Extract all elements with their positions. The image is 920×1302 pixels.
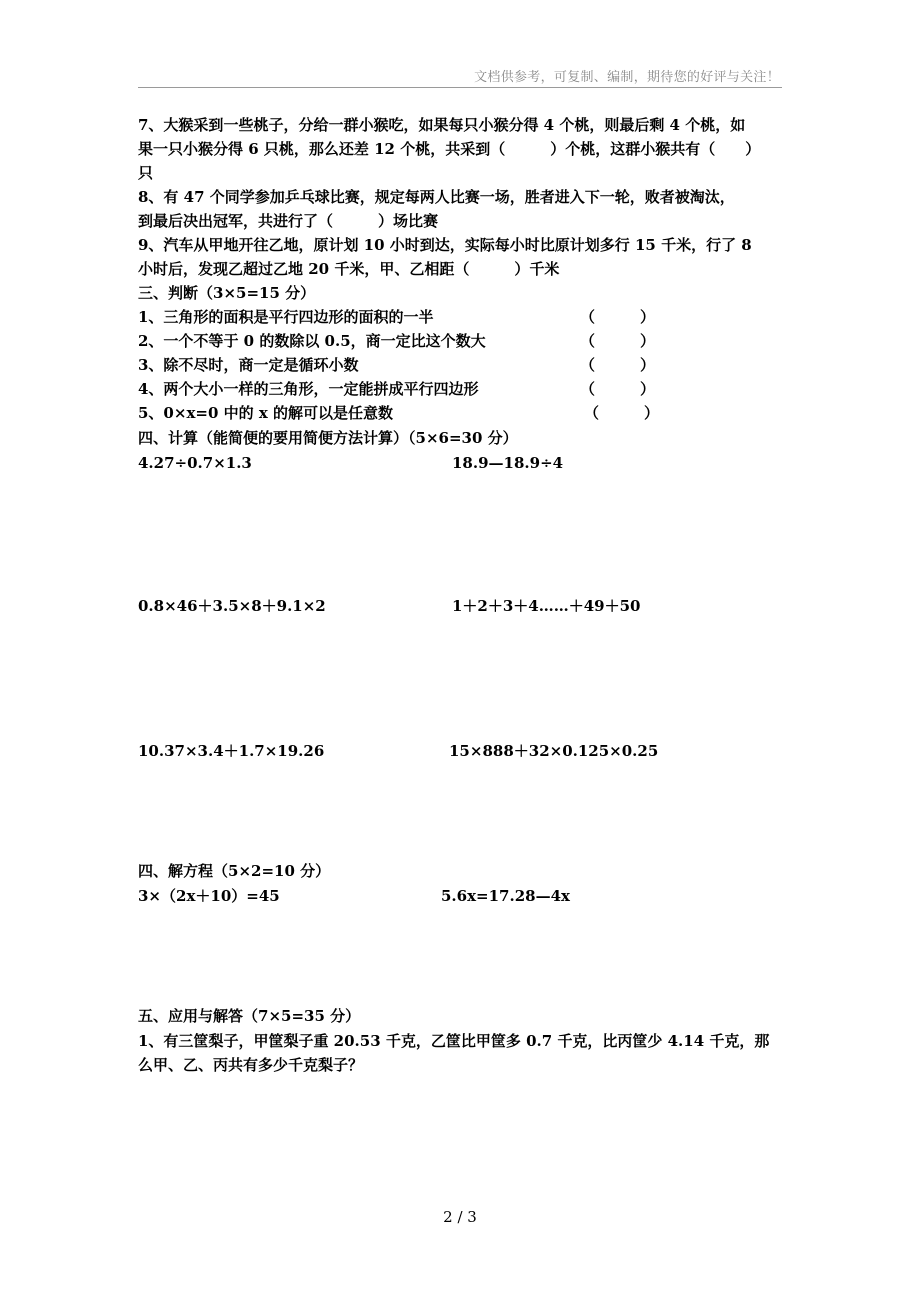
judge-answer-paren-3: （ ） [580, 356, 656, 374]
header-note: 文档供参考，可复制、编制，期待您的好评与关注！ [474, 70, 780, 85]
judge-section-title: 三、判断（3×5=15 分） [138, 284, 316, 302]
question-7-line-2: 果一只小猴分得 6 只桃，那么还差 12 个桃，共采到（ ）个桃，这群小猴共有（ ） [138, 140, 761, 158]
calc-problem-3: 0.8×46＋3.5×8＋9.1×2 [138, 597, 326, 615]
judge-item-4: 4、两个大小一样的三角形，一定能拼成平行四边形 [138, 380, 479, 398]
equation-section-title: 四、解方程（5×2=10 分） [138, 862, 331, 880]
judge-answer-paren-1: （ ） [580, 308, 656, 326]
judge-item-3: 3、除不尽时，商一定是循环小数 [138, 356, 359, 374]
question-8-line-2: 到最后决出冠军，共进行了（ ）场比赛 [138, 212, 439, 230]
calc-problem-4: 1＋2＋3＋4……＋49＋50 [452, 597, 641, 615]
judge-item-1: 1、三角形的面积是平行四边形的面积的一半 [138, 308, 434, 326]
calc-problem-5: 10.37×3.4＋1.7×19.26 [138, 742, 325, 760]
apply-question-1-line-1: 1、有三筐梨子，甲筐梨子重 20.53 千克，乙筐比甲筐多 0.7 千克，比丙筐少 4.14 千克，那 [138, 1032, 770, 1050]
calc-section-title: 四、计算（能简便的要用简便方法计算）（5×6=30 分） [138, 429, 518, 447]
question-7-line-3: 只 [138, 164, 154, 182]
question-9-line-1: 9、汽车从甲地开往乙地，原计划 10 小时到达，实际每小时比原计划多行 15 千米，行了 8 [138, 236, 752, 254]
question-9-line-2: 小时后，发现乙超过乙地 20 千米，甲、乙相距（ ）千米 [138, 260, 560, 278]
apply-section-title: 五、应用与解答（7×5=35 分） [138, 1007, 361, 1025]
calc-problem-2: 18.9—18.9÷4 [452, 454, 564, 472]
calc-problem-6: 15×888＋32×0.125×0.25 [449, 742, 659, 760]
calc-problem-1: 4.27÷0.7×1.3 [138, 454, 252, 472]
judge-item-2: 2、一个不等于 0 的数除以 0.5，商一定比这个数大 [138, 332, 486, 350]
page-number: 2 / 3 [443, 1208, 477, 1226]
judge-answer-paren-5: （ ） [584, 404, 660, 422]
question-8-line-1: 8、有 47 个同学参加乒乓球比赛，规定每两人比赛一场，胜者进入下一轮，败者被淘汰， [138, 188, 735, 206]
question-7-line-1: 7、大猴采到一些桃子，分给一群小猴吃，如果每只小猴分得 4 个桃，则最后剩 4 个桃，如 [138, 116, 746, 134]
judge-item-5: 5、0×x=0 中的 x 的解可以是任意数 [138, 404, 394, 422]
judge-answer-paren-4: （ ） [580, 380, 656, 398]
page-header [0, 0, 920, 88]
apply-question-1-line-2: 么甲、乙、丙共有多少千克梨子？ [138, 1056, 364, 1074]
equation-2: 5.6x=17.28—4x [441, 887, 570, 905]
equation-1: 3×（2x＋10）=45 [138, 887, 280, 905]
judge-answer-paren-2: （ ） [580, 332, 656, 350]
header-divider [138, 87, 782, 88]
